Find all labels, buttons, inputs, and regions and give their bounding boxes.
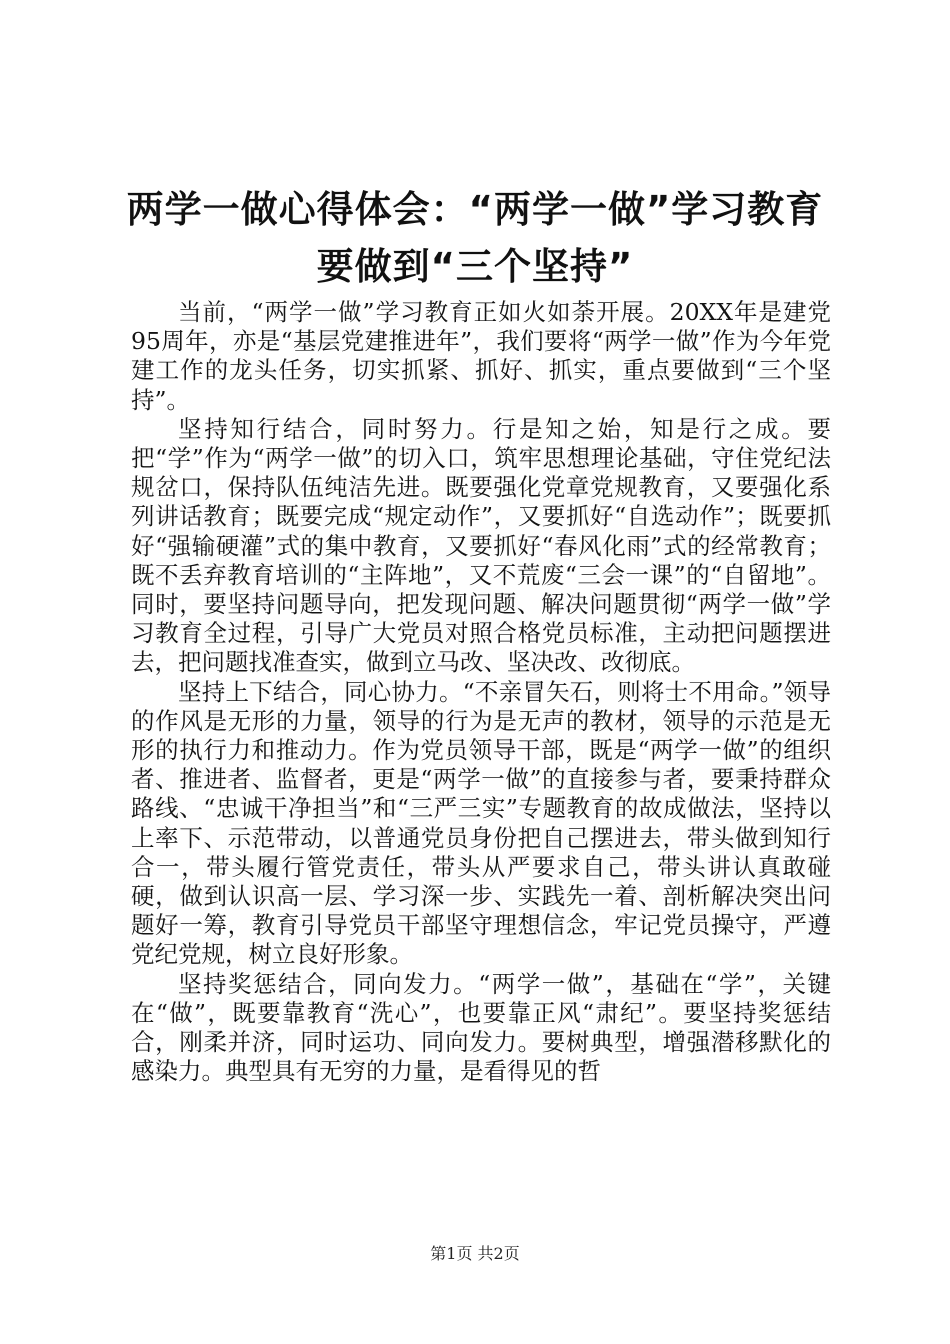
paragraph-intro: 当前，“两学一做”学习教育正如火如荼开展。20XX年是建党95周年，亦是“基层党建推进年”，我们要将“两学一做”作为今年党建工作的龙头任务，切实抓紧、抓好、抓实，重点要做到“三个坚持”。 xyxy=(131,298,831,414)
paragraph-top-down: 坚持上下结合，同心协力。“不亲冒矢石，则将士不用命。”领导的作风是无形的力量，领导的行为是无声的教材，领导的示范是无形的执行力和推动力。作为党员领导干部，既是“两学一做”的组织者、推进者、监督者，更是“两学一做”的直接参与者，要秉持群众路线、“忠诚干净担当”和“三严三实”专题教育的故成做法，坚持以上率下、示范带动，以普通党员身份把自己摆进去，带头做到知行合一，带头履行管党责任，带头从严要求自己，带头讲认真敢碰硬，做到认识高一层、学习深一步、实践先一着、剖析解决突出问题好一筹，教育引导党员干部坚守理想信念，牢记党员操守，严遵党纪党规，树立良好形象。 xyxy=(131,677,831,969)
document-body xyxy=(131,298,831,1086)
page-number-footer: 第1页 共2页 xyxy=(430,1244,520,1263)
paragraph-knowledge-action: 坚持知行结合，同时努力。行是知之始，知是行之成。要把“学”作为“两学一做”的切入口，筑牢思想理论基础，守住党纪法规岔口，保持队伍纯洁先进。既要强化党章党规教育，又要强化系列讲话教育；既要完成“规定动作”，又要抓好“自选动作”；既要抓好“强输硬灌”式的集中教育，又要抓好“春风化雨”式的经常教育；既不丢弃教育培训的“主阵地”，又不荒废“三会一课”的“自留地”。同时，要坚持问题导向，把发现问题、解决问题贯彻“两学一做”学习教育全过程，引导广大党员对照合格党员标准，主动把问题摆进去，把问题找准查实，做到立马改、坚决改、改彻底。 xyxy=(131,414,831,677)
document-title: 两学一做心得体会：“两学一做”学习教育要做到“三个坚持” xyxy=(126,187,824,288)
paragraph-reward-punish: 坚持奖惩结合，同向发力。“两学一做”，基础在“学”，关键在“做”，既要靠教育“洗心”，也要靠正风“肃纪”。要坚持奖惩结合，刚柔并济，同时运功、同向发力。要树典型，增强潜移默化的感染力。典型具有无穷的力量，是看得见的哲 xyxy=(131,969,831,1086)
